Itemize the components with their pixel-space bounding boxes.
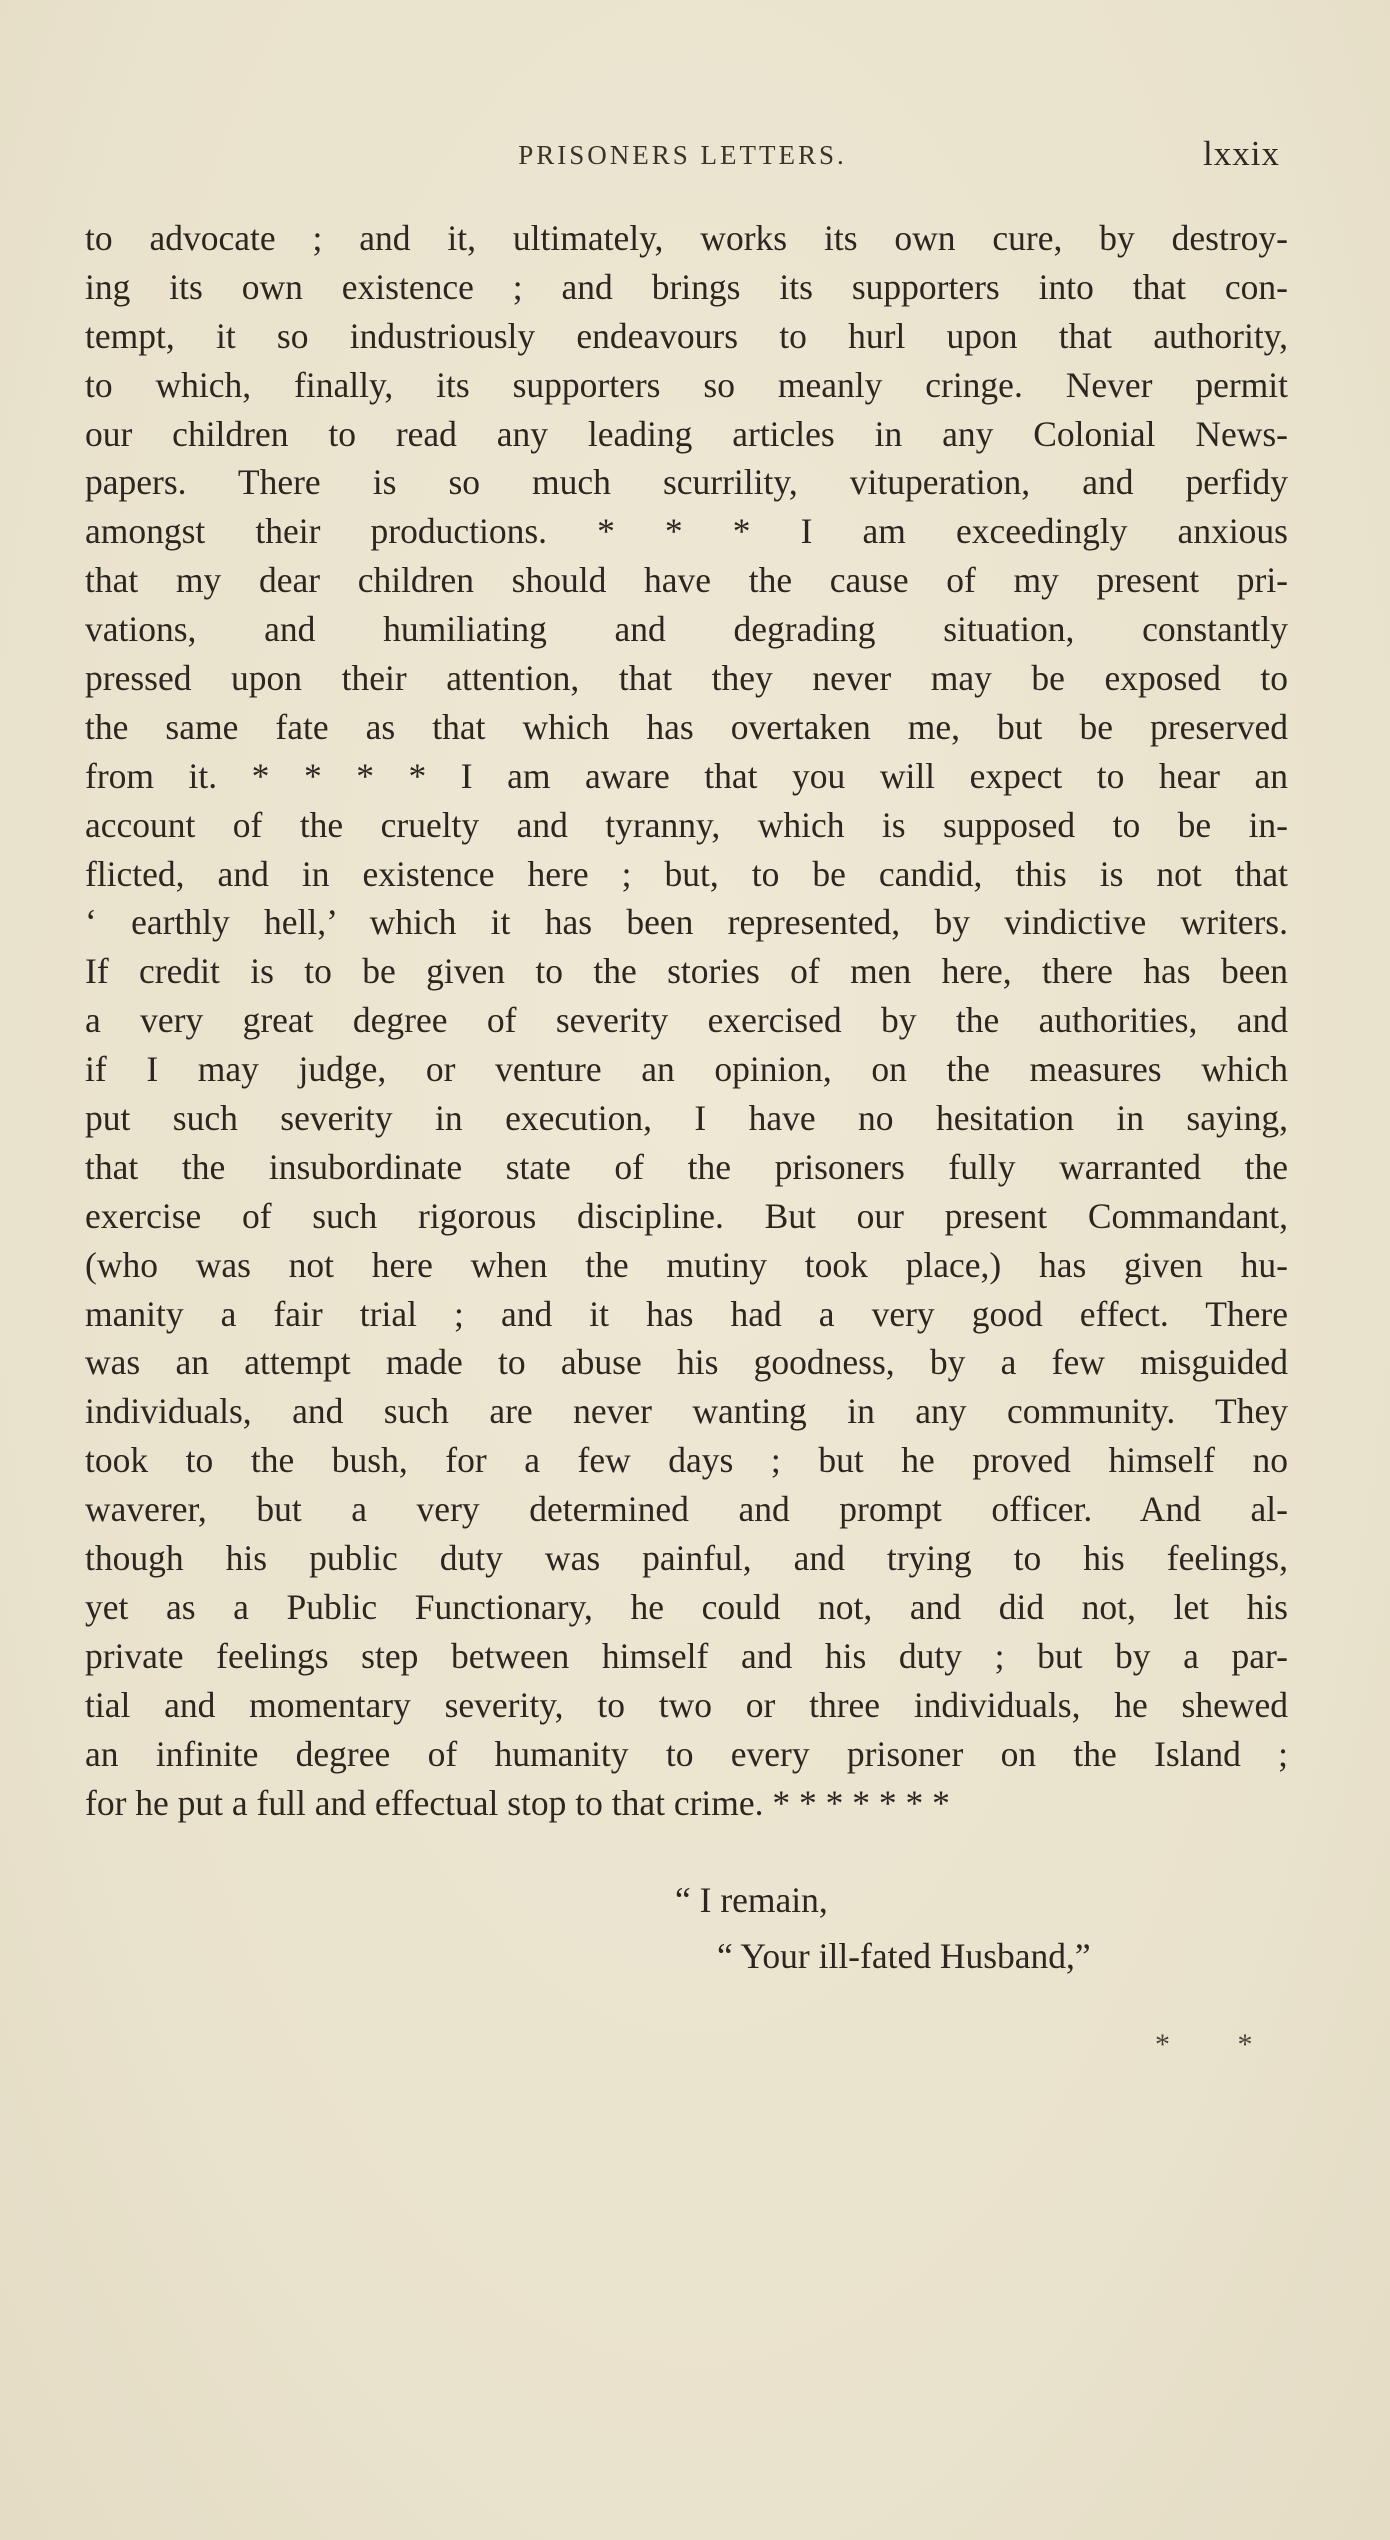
text-line: to which, finally, its supporters so meanly cringe. Never permit bbox=[85, 364, 1288, 405]
text-line: ing its own existence ; and brings its supporters into that con- bbox=[85, 266, 1288, 307]
text-line: manity a fair trial ; and it has had a very good effect. There bbox=[85, 1293, 1288, 1334]
ornament-asterisks: * * bbox=[1155, 2028, 1283, 2061]
text-line: tial and momentary severity, to two or three individuals, he shewed bbox=[85, 1684, 1288, 1725]
text-line: exercise of such rigorous discipline. But our present Commandant, bbox=[85, 1195, 1288, 1236]
text-line: an infinite degree of humanity to every prisoner on the Island ; bbox=[85, 1733, 1288, 1774]
text-line: tempt, it so industriously endeavours to hurl upon that authority, bbox=[85, 315, 1288, 356]
text-line: for he put a full and effectual stop to that crime. * * * * * * * bbox=[85, 1782, 950, 1823]
text-line: to advocate ; and it, ultimately, works its own cure, by destroy- bbox=[85, 218, 1288, 258]
text-line: put such severity in execution, I have no hesitation in saying, bbox=[85, 1098, 1288, 1139]
text-line: pressed upon their attention, that they never may be exposed to bbox=[85, 658, 1288, 699]
text-line: If credit is to be given to the stories of men here, there has been bbox=[85, 951, 1288, 992]
page-number: lxxix bbox=[1203, 134, 1280, 173]
text-line: though his public duty was painful, and trying to his feelings, bbox=[85, 1538, 1288, 1579]
letter-closing bbox=[85, 1872, 1288, 1984]
closing-line-signature: “ Your ill-fated Husband,” bbox=[717, 1936, 1091, 1976]
body-text bbox=[85, 214, 1288, 1827]
text-line: a very great degree of severity exercised by the authorities, and bbox=[85, 1000, 1288, 1041]
text-line: individuals, and such are never wanting in any community. They bbox=[85, 1391, 1288, 1432]
text-line: our children to read any leading articles in any Colonial News- bbox=[85, 413, 1288, 454]
text-line: if I may judge, or venture an opinion, on the measures which bbox=[85, 1049, 1288, 1090]
text-line: waverer, but a very determined and prompt officer. And al- bbox=[85, 1489, 1288, 1530]
text-line: the same fate as that which has overtaken me, but be preserved bbox=[85, 706, 1288, 747]
text-line: account of the cruelty and tyranny, which is supposed to be in- bbox=[85, 804, 1288, 845]
closing-line-remain: “ I remain, bbox=[675, 1880, 828, 1920]
text-line: from it. * * * * I am aware that you will expect to hear an bbox=[85, 755, 1288, 796]
text-line: that the insubordinate state of the prisoners fully warranted the bbox=[85, 1146, 1288, 1187]
text-line: flicted, and in existence here ; but, to be candid, this is not that bbox=[85, 853, 1288, 894]
text-line: ‘ earthly hell,’ which it has been represented, by vindictive writers. bbox=[85, 902, 1288, 943]
text-line: that my dear children should have the cause of my present pri- bbox=[85, 560, 1288, 601]
text-line: private feelings step between himself and his duty ; but by a par- bbox=[85, 1635, 1288, 1676]
text-line: amongst their productions. * * * I am exceedingly anxious bbox=[85, 511, 1288, 552]
text-line: vations, and humiliating and degrading situation, constantly bbox=[85, 609, 1288, 650]
text-line: (who was not here when the mutiny took place,) has given hu- bbox=[85, 1244, 1288, 1285]
running-head bbox=[85, 134, 1280, 180]
running-title: PRISONERS LETTERS. bbox=[518, 140, 847, 170]
text-line: yet as a Public Functionary, he could not, and did not, let his bbox=[85, 1586, 1288, 1627]
text-line: took to the bush, for a few days ; but he proved himself no bbox=[85, 1440, 1288, 1481]
text-line: papers. There is so much scurrility, vituperation, and perfidy bbox=[85, 462, 1288, 503]
text-line: was an attempt made to abuse his goodness, by a few misguided bbox=[85, 1342, 1288, 1383]
